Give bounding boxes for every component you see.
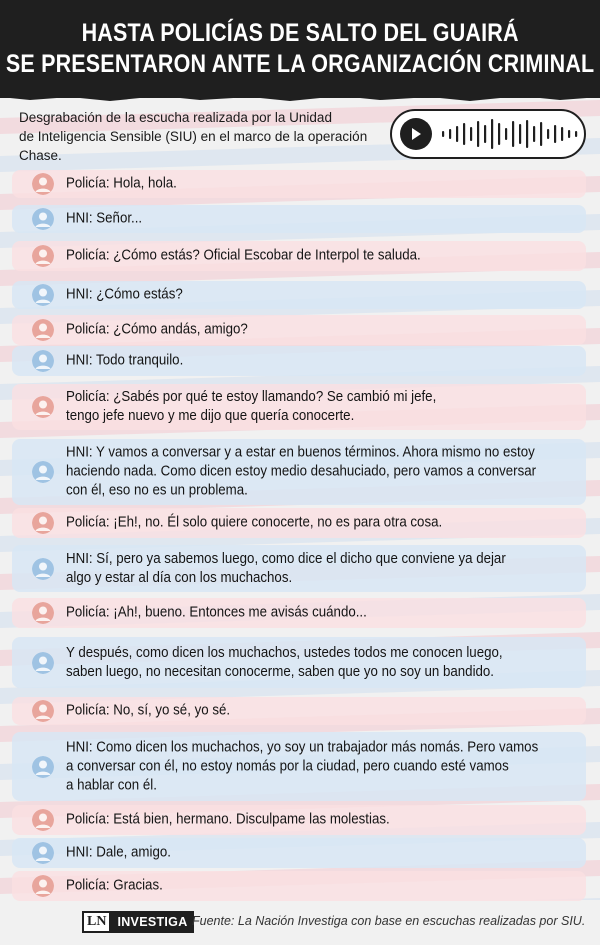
intro-line-2: de Inteligencia Sensible (SIU) en el marco de la operación Chase. [19,128,368,163]
policia-avatar-icon [32,512,54,534]
message-line: saben luego, no necesitan conocerme, saben que yo no soy un bandido. [66,663,495,680]
policia-avatar-icon [32,173,54,195]
message-text [66,444,536,501]
message-bubble-hni [12,838,586,868]
intro-text [12,108,379,165]
waveform-bar [547,129,549,139]
waveform-bar [512,121,514,147]
message-text [66,321,248,340]
policia-avatar-icon [32,700,54,722]
message-line: HNI: ¿Cómo estás? [66,286,183,303]
message-text [66,811,390,830]
message-bubble-policia [12,598,586,628]
waveform-bar [463,123,465,145]
policia-avatar-icon [32,809,54,831]
message-line: HNI: Todo tranquilo. [66,352,184,369]
message-bubble-hni [12,637,586,688]
hni-avatar-icon [32,461,54,483]
policia-avatar-icon [32,396,54,418]
message-text [66,388,436,426]
message-line: Policía: Está bien, hermano. Disculpame las molestias. [66,811,390,828]
hni-avatar-icon [32,350,54,372]
message-bubble-policia [12,697,586,725]
hni-avatar-icon [32,558,54,580]
play-button[interactable] [400,118,432,150]
message-line: a hablar con él. [66,777,157,793]
message-bubble-policia [12,315,586,345]
message-bubble-hni [12,346,586,376]
message-line: HNI: Como dicen los muchachos, yo soy un trabajador más nomás. Pero vamos [66,739,539,755]
message-line: Policía: ¿Sabés por qué te estoy llamando? Se cambió mi jefe, [66,389,437,405]
page-title-line-1: HASTA POLICÍAS DE SALTO DEL GUAIRÁ [81,19,519,47]
waveform-bar [491,119,493,149]
message-line: Policía: Gracias. [66,877,163,894]
message-text [66,175,177,194]
message-text [66,702,230,721]
waveform-icon [440,116,580,152]
message-text [66,550,506,588]
message-bubble-policia [12,241,586,271]
message-line: Policía: ¡Ah!, bueno. Entonces me avisás cuándo... [66,604,367,621]
message-line: con él, eso no es un problema. [66,482,248,499]
footer [0,906,600,936]
message-text [66,514,442,533]
policia-avatar-icon [32,875,54,897]
play-icon [409,127,423,141]
message-text [66,644,503,682]
message-text [66,247,421,266]
waveform-bar [505,128,507,140]
message-bubble-hni [12,205,586,233]
hni-avatar-icon [32,208,54,230]
message-bubble-policia [12,871,586,901]
message-line: HNI: Señor... [66,210,143,227]
message-line: Policía: ¿Cómo andás, amigo? [66,321,248,338]
message-line: haciendo nada. Como dicen estoy medio desahuciado, pero vamos a conversar [66,463,537,480]
message-line: Policía: No, sí, yo sé, yo sé. [66,702,231,719]
message-line: Policía: ¿Cómo estás? Oficial Escobar de Interpol te saluda. [66,247,421,264]
message-bubble-hni [12,545,586,592]
message-line: Y después, como dicen los muchachos, ustedes todos me conocen luego, [66,644,503,661]
message-text [66,210,142,229]
waveform-bar [477,121,479,147]
message-bubble-hni [12,439,586,505]
waveform-bar [561,127,563,141]
message-line: tengo jefe nuevo y me dijo que quería conocerte. [66,408,355,424]
waveform-bar [540,122,542,146]
message-bubble-policia [12,170,586,198]
waveform-bar [498,123,500,145]
waveform-bar [484,125,486,143]
message-bubble-policia [12,805,586,835]
intro-line-1: Desgrabación de la escucha realizada por la Unidad [19,109,332,125]
waveform-bar [449,129,451,139]
message-line: a conversar con él, no estoy nomás por la ciudad, pero cuando esté vamos [66,758,509,774]
message-line: HNI: Sí, pero ya sabemos luego, como dice el dicho que conviene ya dejar [66,550,506,567]
policia-avatar-icon [32,602,54,624]
header-banner [0,0,600,98]
message-text [66,286,183,305]
hni-avatar-icon [32,842,54,864]
message-line: HNI: Dale, amigo. [66,844,171,861]
waveform-bar [533,126,535,142]
ln-investiga-logo [82,910,188,934]
message-bubble-policia [12,508,586,538]
waveform-bar [526,120,528,148]
policia-avatar-icon [32,245,54,267]
hni-avatar-icon [32,652,54,674]
policia-avatar-icon [32,319,54,341]
waveform-bar [519,124,521,144]
message-bubble-hni [12,732,586,801]
logo-investiga-text: INVESTIGA [111,911,193,933]
message-text [66,352,183,371]
message-line: Policía: Hola, hola. [66,175,177,192]
message-text [66,844,171,863]
hni-avatar-icon [32,284,54,306]
hni-avatar-icon [32,756,54,778]
waveform-bar [456,126,458,142]
page-title-line-2: SE PRESENTARON ANTE LA ORGANIZACIÓN CRIMINAL [5,50,595,78]
message-line: Policía: ¡Eh!, no. Él solo quiere conocerte, no es para otra cosa. [66,514,443,531]
audio-player[interactable] [390,109,586,159]
intro-box [12,109,578,163]
message-bubble-hni [12,281,586,309]
waveform-bar [554,125,556,143]
message-line: HNI: Y vamos a conversar y a estar en buenos términos. Ahora mismo no estoy [66,444,535,461]
waveform-bar [442,131,444,137]
waveform-bar [470,127,472,141]
source-credit: Fuente: La Nación Investiga con base en escuchas realizadas por SIU. [192,914,586,928]
waveform-bar [575,131,577,137]
message-text [66,738,538,795]
message-text [66,604,367,623]
waveform-bar [568,130,570,138]
message-bubble-policia [12,384,586,430]
logo-ln-text: LN [82,911,111,933]
message-line: algo y estar al día con los muchachos. [66,569,293,586]
message-text [66,877,163,896]
